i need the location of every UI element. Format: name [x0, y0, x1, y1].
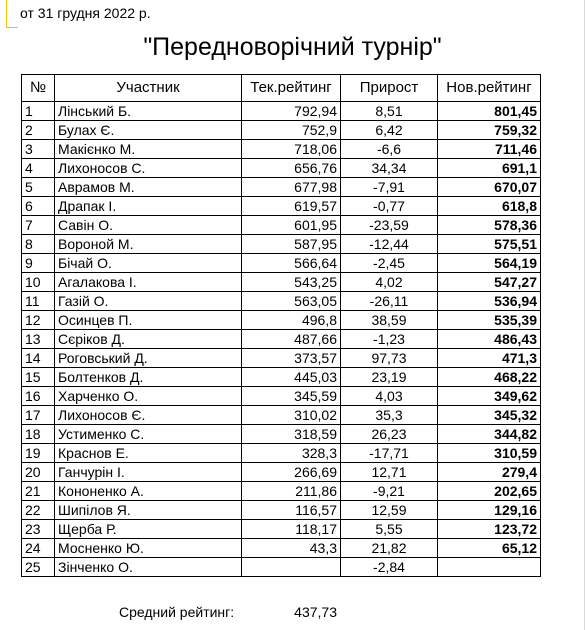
row-number: 11 [22, 292, 55, 311]
table-row [22, 387, 541, 406]
row-number: 18 [22, 425, 55, 444]
table-row [22, 102, 541, 121]
new-rating: 468,22 [438, 368, 541, 387]
row-number: 22 [22, 501, 55, 520]
rating-increase: 38,59 [341, 311, 438, 330]
participant-name: Бічай О. [55, 254, 242, 273]
table-row [22, 368, 541, 387]
new-rating: 801,45 [438, 102, 541, 121]
row-number: 8 [22, 235, 55, 254]
table-row [22, 406, 541, 425]
participant-name: Болтенков Д. [55, 368, 242, 387]
average-rating-label: Средний рейтинг: [119, 604, 235, 620]
participant-name: Драпак І. [55, 197, 242, 216]
average-rating-value: 437,73 [294, 604, 337, 620]
participant-name: Савін О. [55, 216, 242, 235]
participant-name: Шипілов Я. [55, 501, 242, 520]
new-rating: 535,39 [438, 311, 541, 330]
current-rating: 792,94 [242, 102, 341, 121]
new-rating: 486,43 [438, 330, 541, 349]
row-number: 15 [22, 368, 55, 387]
participant-name: Осинцев П. [55, 311, 242, 330]
table-row [22, 292, 541, 311]
row-number: 6 [22, 197, 55, 216]
current-rating: 345,59 [242, 387, 341, 406]
current-rating: 619,57 [242, 197, 341, 216]
new-rating: 349,62 [438, 387, 541, 406]
participant-name: Устименко С. [55, 425, 242, 444]
participant-name: Лихоносов Є. [55, 406, 242, 425]
table-row [22, 501, 541, 520]
rating-increase: 12,59 [341, 501, 438, 520]
rating-increase: -2,45 [341, 254, 438, 273]
new-rating: 691,1 [438, 159, 541, 178]
row-number: 1 [22, 102, 55, 121]
table-row [22, 235, 541, 254]
table-row [22, 140, 541, 159]
page-title: "Передноворічний турнір" [143, 33, 442, 61]
current-rating: 496,8 [242, 311, 341, 330]
participant-name: Макієнко М. [55, 140, 242, 159]
table-row [22, 159, 541, 178]
new-rating: 279,4 [438, 463, 541, 482]
current-rating: 601,95 [242, 216, 341, 235]
rating-increase: 35,3 [341, 406, 438, 425]
rating-increase: 34,34 [341, 159, 438, 178]
table-row [22, 463, 541, 482]
current-rating: 487,66 [242, 330, 341, 349]
participant-name: Булах Є. [55, 121, 242, 140]
rating-increase: -9,21 [341, 482, 438, 501]
new-rating: 536,94 [438, 292, 541, 311]
new-rating: 711,46 [438, 140, 541, 159]
table-row [22, 482, 541, 501]
row-number: 4 [22, 159, 55, 178]
participant-name: Лінський Б. [55, 102, 242, 121]
table-row [22, 311, 541, 330]
table-row [22, 197, 541, 216]
current-rating: 752,9 [242, 121, 341, 140]
current-rating: 656,76 [242, 159, 341, 178]
table-row [22, 520, 541, 539]
row-number: 10 [22, 273, 55, 292]
rating-increase: -17,71 [341, 444, 438, 463]
table-row [22, 330, 541, 349]
row-number: 9 [22, 254, 55, 273]
column-header-increase: Прирост [341, 75, 438, 102]
rating-increase: -23,59 [341, 216, 438, 235]
new-rating: 202,65 [438, 482, 541, 501]
row-number: 17 [22, 406, 55, 425]
table-row [22, 558, 541, 577]
new-rating: 547,27 [438, 273, 541, 292]
rating-increase: 4,02 [341, 273, 438, 292]
new-rating: 471,3 [438, 349, 541, 368]
row-number: 20 [22, 463, 55, 482]
participant-name: Сєріков Д. [55, 330, 242, 349]
row-number: 12 [22, 311, 55, 330]
participant-name: Харченко О. [55, 387, 242, 406]
table-row [22, 178, 541, 197]
current-rating: 211,86 [242, 482, 341, 501]
rating-increase: 5,55 [341, 520, 438, 539]
current-rating: 310,02 [242, 406, 341, 425]
row-number: 3 [22, 140, 55, 159]
table-header-row [22, 75, 541, 102]
document-date: от 31 грудня 2022 р. [20, 5, 151, 21]
table-row [22, 425, 541, 444]
participant-name: Лихоносов С. [55, 159, 242, 178]
rating-increase: 4,03 [341, 387, 438, 406]
new-rating: 578,36 [438, 216, 541, 235]
table-row [22, 444, 541, 463]
participant-name: Вороной М. [55, 235, 242, 254]
row-number: 25 [22, 558, 55, 577]
row-number: 19 [22, 444, 55, 463]
table-row [22, 273, 541, 292]
corner-mark-horizontal [6, 27, 18, 28]
rating-increase: -7,91 [341, 178, 438, 197]
rating-table [21, 74, 541, 577]
participant-name: Аврамов М. [55, 178, 242, 197]
participant-name: Зінченко О. [55, 558, 242, 577]
row-number: 14 [22, 349, 55, 368]
participant-name: Агалакова І. [55, 273, 242, 292]
current-rating: 373,57 [242, 349, 341, 368]
new-rating: 575,51 [438, 235, 541, 254]
participant-name: Мосненко Ю. [55, 539, 242, 558]
current-rating: 563,05 [242, 292, 341, 311]
rating-increase: -0,77 [341, 197, 438, 216]
new-rating: 65,12 [438, 539, 541, 558]
current-rating: 116,57 [242, 501, 341, 520]
table-row [22, 216, 541, 235]
current-rating [242, 558, 341, 577]
participant-name: Краснов Е. [55, 444, 242, 463]
rating-increase: 23,19 [341, 368, 438, 387]
rating-increase: 6,42 [341, 121, 438, 140]
table-row [22, 121, 541, 140]
new-rating: 129,16 [438, 501, 541, 520]
column-header-number: № [22, 75, 55, 102]
table-row [22, 539, 541, 558]
rating-increase: 12,71 [341, 463, 438, 482]
corner-mark-vertical [6, 0, 7, 28]
rating-increase: 26,23 [341, 425, 438, 444]
rating-increase: -26,11 [341, 292, 438, 311]
row-number: 2 [22, 121, 55, 140]
participant-name: Газій О. [55, 292, 242, 311]
rating-increase: 97,73 [341, 349, 438, 368]
participant-name: Кононенко А. [55, 482, 242, 501]
column-header-current-rating: Тек.рейтинг [242, 75, 341, 102]
rating-increase: 21,82 [341, 539, 438, 558]
new-rating: 564,19 [438, 254, 541, 273]
current-rating: 118,17 [242, 520, 341, 539]
row-number: 21 [22, 482, 55, 501]
current-rating: 445,03 [242, 368, 341, 387]
new-rating [438, 558, 541, 577]
current-rating: 543,25 [242, 273, 341, 292]
current-rating: 43,3 [242, 539, 341, 558]
current-rating: 566,64 [242, 254, 341, 273]
participant-name: Щерба Р. [55, 520, 242, 539]
new-rating: 345,32 [438, 406, 541, 425]
rating-increase: -12,44 [341, 235, 438, 254]
new-rating: 344,82 [438, 425, 541, 444]
new-rating: 759,32 [438, 121, 541, 140]
rating-increase: -1,23 [341, 330, 438, 349]
participant-name: Ганчурін І. [55, 463, 242, 482]
row-number: 5 [22, 178, 55, 197]
current-rating: 718,06 [242, 140, 341, 159]
new-rating: 670,07 [438, 178, 541, 197]
table-row [22, 254, 541, 273]
participant-name: Роговський Д. [55, 349, 242, 368]
row-number: 16 [22, 387, 55, 406]
current-rating: 318,59 [242, 425, 341, 444]
rating-increase: -6,6 [341, 140, 438, 159]
row-number: 7 [22, 216, 55, 235]
current-rating: 328,3 [242, 444, 341, 463]
new-rating: 618,8 [438, 197, 541, 216]
current-rating: 677,98 [242, 178, 341, 197]
rating-increase: 8,51 [341, 102, 438, 121]
row-number: 23 [22, 520, 55, 539]
row-number: 24 [22, 539, 55, 558]
new-rating: 310,59 [438, 444, 541, 463]
table-row [22, 349, 541, 368]
row-number: 13 [22, 330, 55, 349]
rating-increase: -2,84 [341, 558, 438, 577]
new-rating: 123,72 [438, 520, 541, 539]
current-rating: 266,69 [242, 463, 341, 482]
column-header-new-rating: Нов.рейтинг [438, 75, 541, 102]
column-header-participant: Участник [55, 75, 242, 102]
current-rating: 587,95 [242, 235, 341, 254]
